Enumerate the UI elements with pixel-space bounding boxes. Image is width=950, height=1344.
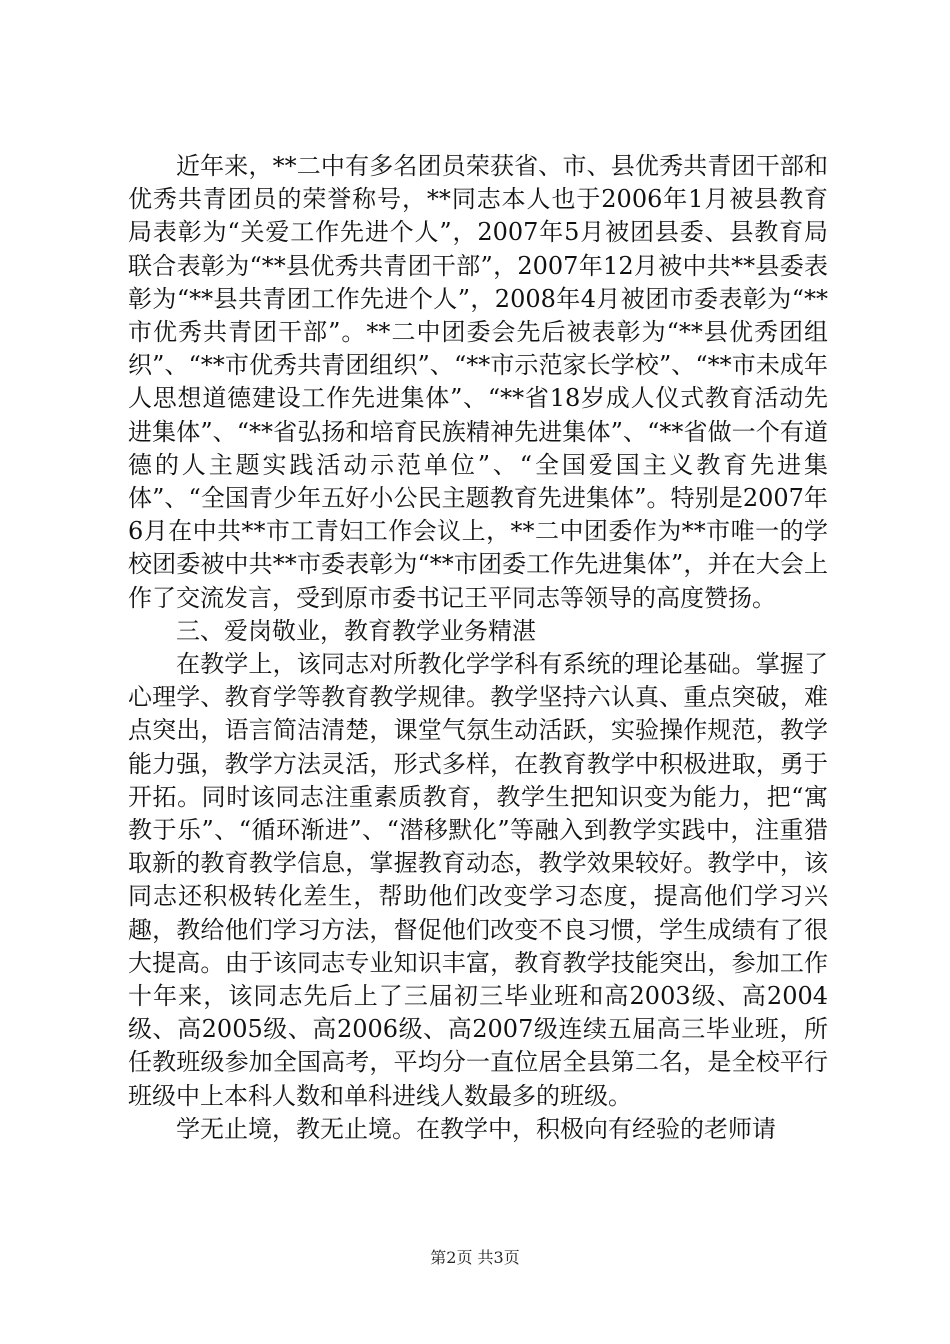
document-body — [128, 150, 828, 1146]
section-heading: 三、爱岗敬业，教育教学业务精湛 — [176, 616, 536, 645]
paragraph-learning: 学无止境，教无止境。在教学中，积极向有经验的老师请 — [176, 1114, 776, 1143]
page-footer: 第2页 共3页 — [430, 1248, 520, 1267]
paragraph-honors: 近年来，**二中有多名团员荣获省、市、县优秀共青团干部和优秀共青团员的荣誉称号，**同志本人也于2006年1月被县教育局表彰为“关爱工作先进个人”，2007年5月被团县委、县教育局联合表彰为“**县优秀共青团干部”，2007年12月被中共**县委表彰为“**县共青团工作先进个人”，2008年4月被团市委表彰为“**市优秀共青团干部”。**二中团委会先后被表彰为“**县优秀团组织”、“**市优秀共青团组织”、“**市示范家长学校”、“**市未成年人思想道德建设工作先进集体”、“**省18岁成人仪式教育活动先进集体”、“**省弘扬和培育民族精神先进集体”、“**省做一个有道德的人主题实践活动示范单位”、“全国爱国主义教育先进集体”、“全国青少年五好小公民主题教育先进集体”。特别是2007年6月在中共**市工青妇工作会议上，**二中团委作为**市唯一的学校团委被中共**市委表彰为“**市团委工作先进集体”，并在大会上作了交流发言，受到原市委书记王平同志等领导的高度赞扬。 — [128, 152, 828, 612]
paragraph-teaching: 在教学上，该同志对所教化学学科有系统的理论基础。掌握了心理学、教育学等教育教学规律。教学坚持六认真、重点突破，难点突出，语言简洁清楚，课堂气氛生动活跃，实验操作规范，教学能力强，教学方法灵活，形式多样，在教育教学中积极进取，勇于开拓。同时该同志注重素质教育，教学生把知识变为能力，把“寓教于乐”、“循环渐进”、“潜移默化”等融入到教学实践中，注重猎取新的教育教学信息，掌握教育动态，教学效果较好。教学中，该同志还积极转化差生，帮助他们改变学习态度，提高他们学习兴趣，教给他们学习方法，督促他们改变不良习惯，学生成绩有了很大提高。由于该同志专业知识丰富，教育教学技能突出，参加工作十年来，该同志先后上了三届初三毕业班和高2003级、高2004级、高2005级、高2006级、高2007级连续五届高三毕业班，所任教班级参加全国高考，平均分一直位居全县第二名，是全校平行班级中上本科人数和单科进线人数最多的班级。 — [128, 650, 828, 1110]
